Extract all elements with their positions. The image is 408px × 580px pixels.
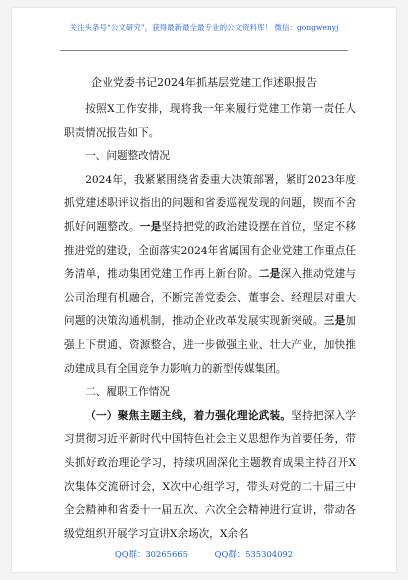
point-two-label: 二是 <box>258 268 281 281</box>
document-body <box>64 98 356 546</box>
section-heading-2: 二、履职工作情况 <box>85 386 170 399</box>
section1-text-c: 坚持把党的政治建设摆在首位，坚定不移推进党的建设，全面落实2024年省属国有企业党建工作重点任务清单，推动集团党建工作再上新台阶。 <box>64 220 357 281</box>
section1-text-e: 加强上下贯通、资源整合，进一步做强主业、壮大产业，加快推动建成具有全国竞争力影响力的新型传媒集团。 <box>64 315 357 375</box>
qq-group-2: QQ群：535304092 <box>214 549 294 559</box>
section2-text: 坚持把深入学习贯彻习近平新时代中国特色社会主义思想作为首要任务，带头抓好政治理论学习，持续巩固深化主题教育成果主持召开X次集体交流研讨会，X次中心组学习，带头对党的二十届三中全会精神和省委十一届五次、六次全会精神进行宣讲，带动各级党组织开展学习宣讲X余场次，X余名 <box>64 409 357 540</box>
header-banner: 关注头条号“公文研究”，获得最新最全最专业的公文资料库！ 微信：gongwenyj <box>69 23 339 32</box>
document-title: 企业党委书记2024年抓基层党建工作述职报告 <box>91 76 317 89</box>
point-one-label: 一是 <box>139 220 162 233</box>
footer-banner <box>12 548 396 560</box>
section2-paragraph <box>64 405 356 547</box>
header-rule <box>60 50 348 51</box>
section1-paragraph <box>64 169 356 381</box>
qq-group-1: QQ群：30265665 <box>114 549 188 559</box>
section1-text-a: 2024年，我紧紧围绕省委重大决策部署，紧盯2023年度抓党建述职评议指出的问题和省委巡视发现的问题，锲而不舍抓好问题整改。 <box>64 173 356 233</box>
document-page <box>12 8 396 572</box>
section-heading-1: 一、问题整改情况 <box>85 150 170 163</box>
intro-paragraph: 按照X工作安排，现将我一年来履行党建工作第一责任人职责情况报告如下。 <box>64 103 356 139</box>
section1-text-d: 深入推动党建与公司治理有机融合，不断完善党委会、董事会、经理层对重大问题的决策沟通机制，推动企业改革发展实现新突破。 <box>64 268 357 328</box>
point-three-label: 三是 <box>323 315 346 328</box>
subsection-heading-1: （一）聚焦主题主线，着力强化理论武装。 <box>85 409 292 422</box>
